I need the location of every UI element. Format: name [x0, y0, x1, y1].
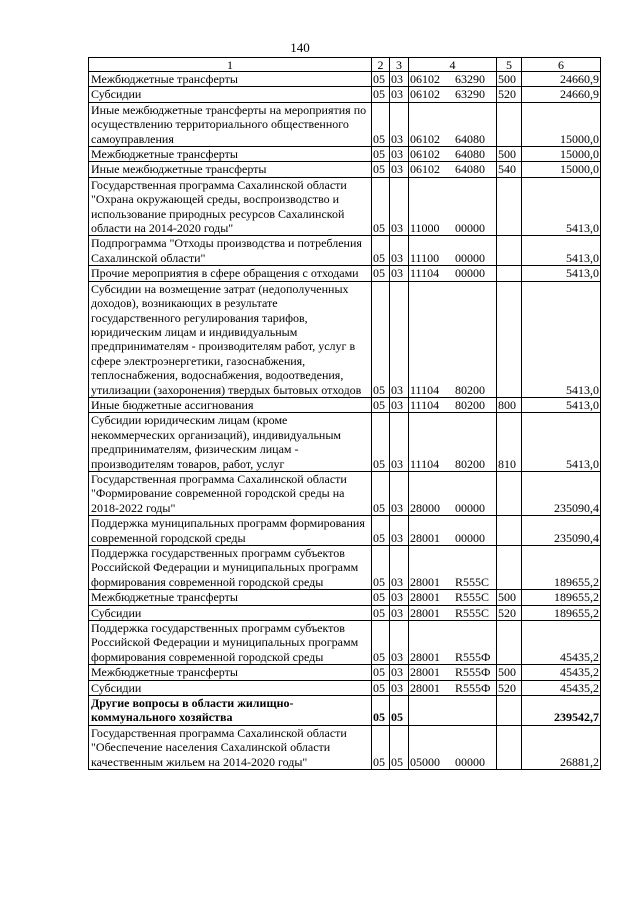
- table-row: [89, 696, 601, 726]
- row-amount-cell: 26881,2: [522, 725, 601, 769]
- row-section-cell: 05: [372, 177, 390, 236]
- target-article-program-code: 06102: [410, 87, 440, 102]
- row-amount-cell: 235090,4: [522, 516, 601, 546]
- row-name-cell: Межбюджетные трансферты: [89, 72, 372, 87]
- table-header-row: [89, 58, 601, 72]
- table-row: [89, 516, 601, 546]
- row-section-cell: 05: [372, 413, 390, 472]
- budget-table: [88, 57, 601, 770]
- row-subsection-cell: 03: [390, 177, 409, 236]
- page-number: 140: [290, 40, 310, 55]
- row-subsection-cell: 03: [390, 266, 409, 281]
- row-amount-cell: 5413,0: [522, 281, 601, 397]
- target-article-direction-code: 80200: [455, 397, 485, 412]
- row-target-article-cell: [409, 621, 497, 665]
- target-article-direction-code: R555Ф: [455, 649, 491, 664]
- table-row: [89, 590, 601, 605]
- target-article-direction-code: 80200: [455, 382, 485, 397]
- target-article-direction-code: R555C: [455, 590, 490, 605]
- row-expense-type-cell: 500: [497, 590, 522, 605]
- header-cell-expense-type: 5: [497, 58, 522, 72]
- row-section-cell: 05: [372, 516, 390, 546]
- row-target-article-cell: [409, 102, 497, 146]
- row-section-cell: 05: [372, 87, 390, 102]
- header-cell-amount: 6: [522, 58, 601, 72]
- row-subsection-cell: 03: [390, 680, 409, 695]
- target-article-direction-code: 00000: [455, 266, 485, 281]
- row-subsection-cell: 05: [390, 725, 409, 769]
- row-target-article-cell: [409, 665, 497, 680]
- target-article-program-code: 11104: [410, 266, 440, 281]
- row-target-article-cell: [409, 147, 497, 162]
- row-target-article-cell: [409, 177, 497, 236]
- row-expense-type-cell: [497, 546, 522, 590]
- row-name-cell: Государственная программа Сахалинской области "Формирование современной городской среды на 2018-2022 годы": [89, 471, 372, 515]
- row-expense-type-cell: [497, 281, 522, 397]
- row-name-cell: Межбюджетные трансферты: [89, 590, 372, 605]
- header-cell-name: 1: [89, 58, 372, 72]
- table-row: [89, 147, 601, 162]
- row-subsection-cell: 05: [390, 696, 409, 726]
- row-name-cell: Иные межбюджетные трансферты на мероприятия по осуществлению территориального общественного самоуправления: [89, 102, 372, 146]
- table-row: [89, 621, 601, 665]
- row-expense-type-cell: [497, 696, 522, 726]
- row-subsection-cell: 03: [390, 162, 409, 177]
- row-section-cell: 05: [372, 621, 390, 665]
- row-subsection-cell: 03: [390, 621, 409, 665]
- row-subsection-cell: 03: [390, 236, 409, 266]
- row-name-cell: Субсидии юридическим лицам (кроме некоммерческих организаций), индивидуальным предпринимателям, физическим лицам - производителям товаров, работ, услуг: [89, 413, 372, 472]
- target-article-program-code: 28001: [410, 590, 440, 605]
- row-name-cell: Межбюджетные трансферты: [89, 665, 372, 680]
- row-amount-cell: 235090,4: [522, 471, 601, 515]
- row-name-cell: Подпрограмма "Отходы производства и потребления Сахалинской области": [89, 236, 372, 266]
- row-name-cell: Субсидии: [89, 87, 372, 102]
- row-expense-type-cell: 520: [497, 680, 522, 695]
- table-row: [89, 236, 601, 266]
- target-article-program-code: 05000: [410, 754, 440, 769]
- row-amount-cell: 15000,0: [522, 102, 601, 146]
- target-article-program-code: 06102: [410, 131, 440, 146]
- target-article-program-code: 06102: [410, 72, 440, 86]
- budget-table-body: [89, 58, 601, 770]
- row-section-cell: 05: [372, 665, 390, 680]
- row-target-article-cell: [409, 397, 497, 412]
- row-name-cell: Прочие мероприятия в сфере обращения с отходами: [89, 266, 372, 281]
- row-expense-type-cell: [497, 102, 522, 146]
- row-target-article-cell: [409, 281, 497, 397]
- row-target-article-cell: [409, 87, 497, 102]
- row-amount-cell: 5413,0: [522, 236, 601, 266]
- row-target-article-cell: [409, 680, 497, 695]
- row-target-article-cell: [409, 266, 497, 281]
- target-article-direction-code: 00000: [455, 530, 485, 545]
- row-name-cell: Другие вопросы в области жилищно-коммунального хозяйства: [89, 696, 372, 726]
- row-name-cell: Субсидии на возмещение затрат (недополученных доходов), возникающих в результате государственного регулирования тарифов, юридическим лицам и индивидуальным предпринимателям - производителям работ, услуг в сфере электроэнергетики, газоснабжения, теплоснабжения, водоснабжения, водоотведения, утилизации (захоронения) твердых бытовых отходов: [89, 281, 372, 397]
- target-article-program-code: 11000: [410, 221, 440, 236]
- row-section-cell: 05: [372, 281, 390, 397]
- row-subsection-cell: 03: [390, 471, 409, 515]
- row-target-article-cell: [409, 471, 497, 515]
- row-section-cell: 05: [372, 605, 390, 620]
- target-article-program-code: 11104: [410, 397, 440, 412]
- row-expense-type-cell: [497, 471, 522, 515]
- row-name-cell: Государственная программа Сахалинской области "Обеспечение населения Сахалинской области качественным жильем на 2014-2020 годы": [89, 725, 372, 769]
- row-expense-type-cell: 800: [497, 397, 522, 412]
- target-article-program-code: 28000: [410, 500, 440, 515]
- target-article-program-code: 28001: [410, 574, 440, 589]
- target-article-direction-code: R555C: [455, 605, 490, 620]
- table-row: [89, 471, 601, 515]
- row-amount-cell: 239542,7: [522, 696, 601, 726]
- row-target-article-cell: [409, 546, 497, 590]
- row-name-cell: Субсидии: [89, 605, 372, 620]
- row-subsection-cell: 03: [390, 87, 409, 102]
- target-article-direction-code: 64080: [455, 131, 485, 146]
- row-name-cell: Поддержка муниципальных программ формирования современной городской среды: [89, 516, 372, 546]
- row-subsection-cell: 03: [390, 72, 409, 87]
- header-cell-section: 2: [372, 58, 390, 72]
- row-subsection-cell: 03: [390, 147, 409, 162]
- row-subsection-cell: 03: [390, 605, 409, 620]
- target-article-direction-code: 64080: [455, 147, 485, 162]
- row-expense-type-cell: [497, 621, 522, 665]
- row-amount-cell: 189655,2: [522, 605, 601, 620]
- row-subsection-cell: 03: [390, 516, 409, 546]
- row-expense-type-cell: 810: [497, 413, 522, 472]
- target-article-direction-code: 00000: [455, 500, 485, 515]
- row-name-cell: Иные бюджетные ассигнования: [89, 397, 372, 412]
- row-name-cell: Поддержка государственных программ субъектов Российской Федерации и муниципальных программ формирования современной городской среды: [89, 546, 372, 590]
- table-row: [89, 680, 601, 695]
- row-amount-cell: 5413,0: [522, 413, 601, 472]
- header-cell-target-article: 4: [409, 58, 497, 72]
- row-target-article-cell: [409, 413, 497, 472]
- table-row: [89, 665, 601, 680]
- row-amount-cell: 189655,2: [522, 546, 601, 590]
- row-subsection-cell: 03: [390, 413, 409, 472]
- target-article-direction-code: R555Ф: [455, 665, 491, 680]
- target-article-program-code: 11104: [410, 382, 440, 397]
- row-target-article-cell: [409, 162, 497, 177]
- row-section-cell: 05: [372, 147, 390, 162]
- row-expense-type-cell: [497, 177, 522, 236]
- table-row: [89, 281, 601, 397]
- target-article-direction-code: 00000: [455, 250, 485, 265]
- table-row: [89, 605, 601, 620]
- row-amount-cell: 45435,2: [522, 680, 601, 695]
- row-section-cell: 05: [372, 725, 390, 769]
- row-subsection-cell: 03: [390, 665, 409, 680]
- row-section-cell: 05: [372, 72, 390, 87]
- row-target-article-cell: [409, 72, 497, 87]
- target-article-program-code: 06102: [410, 162, 440, 177]
- row-target-article-cell: [409, 236, 497, 266]
- row-target-article-cell: [409, 696, 497, 726]
- row-section-cell: 05: [372, 546, 390, 590]
- row-section-cell: 05: [372, 102, 390, 146]
- row-expense-type-cell: [497, 516, 522, 546]
- target-article-program-code: 06102: [410, 147, 440, 162]
- row-expense-type-cell: [497, 266, 522, 281]
- row-name-cell: Поддержка государственных программ субъектов Российской Федерации и муниципальных программ формирования современной городской среды: [89, 621, 372, 665]
- target-article-program-code: 28001: [410, 680, 440, 695]
- target-article-direction-code: 00000: [455, 754, 485, 769]
- row-amount-cell: 45435,2: [522, 665, 601, 680]
- row-name-cell: Иные межбюджетные трансферты: [89, 162, 372, 177]
- table-row: [89, 266, 601, 281]
- target-article-direction-code: R555Ф: [455, 680, 491, 695]
- table-row: [89, 546, 601, 590]
- row-expense-type-cell: 500: [497, 665, 522, 680]
- row-amount-cell: 24660,9: [522, 72, 601, 87]
- target-article-direction-code: 80200: [455, 456, 485, 471]
- row-target-article-cell: [409, 605, 497, 620]
- row-expense-type-cell: 500: [497, 147, 522, 162]
- row-section-cell: 05: [372, 236, 390, 266]
- row-amount-cell: 15000,0: [522, 162, 601, 177]
- row-amount-cell: 5413,0: [522, 177, 601, 236]
- row-subsection-cell: 03: [390, 281, 409, 397]
- target-article-program-code: 11100: [410, 250, 440, 265]
- target-article-program-code: 28001: [410, 649, 440, 664]
- row-section-cell: 05: [372, 680, 390, 695]
- row-name-cell: Межбюджетные трансферты: [89, 147, 372, 162]
- row-subsection-cell: 03: [390, 546, 409, 590]
- row-section-cell: 05: [372, 590, 390, 605]
- row-name-cell: Государственная программа Сахалинской области "Охрана окружающей среды, воспроизводство и использование природных ресурсов Сахалинской области на 2014-2020 годы": [89, 177, 372, 236]
- row-amount-cell: 45435,2: [522, 621, 601, 665]
- row-section-cell: 05: [372, 266, 390, 281]
- table-row: [89, 162, 601, 177]
- header-cell-subsection: 3: [390, 58, 409, 72]
- row-expense-type-cell: [497, 236, 522, 266]
- row-section-cell: 05: [372, 471, 390, 515]
- row-subsection-cell: 03: [390, 590, 409, 605]
- target-article-program-code: 28001: [410, 530, 440, 545]
- row-amount-cell: 24660,9: [522, 87, 601, 102]
- row-target-article-cell: [409, 516, 497, 546]
- target-article-direction-code: 00000: [455, 221, 485, 236]
- row-expense-type-cell: 540: [497, 162, 522, 177]
- table-row: [89, 87, 601, 102]
- table-row: [89, 725, 601, 769]
- row-amount-cell: 189655,2: [522, 590, 601, 605]
- row-section-cell: 05: [372, 162, 390, 177]
- row-expense-type-cell: [497, 725, 522, 769]
- row-section-cell: 05: [372, 397, 390, 412]
- row-subsection-cell: 03: [390, 102, 409, 146]
- row-expense-type-cell: 520: [497, 605, 522, 620]
- target-article-direction-code: 64080: [455, 162, 485, 177]
- table-row: [89, 397, 601, 412]
- target-article-direction-code: R555C: [455, 574, 490, 589]
- row-target-article-cell: [409, 590, 497, 605]
- target-article-direction-code: 63290: [455, 87, 485, 102]
- row-amount-cell: 5413,0: [522, 266, 601, 281]
- target-article-program-code: 11104: [410, 456, 440, 471]
- row-amount-cell: 5413,0: [522, 397, 601, 412]
- table-row: [89, 102, 601, 146]
- row-section-cell: 05: [372, 696, 390, 726]
- table-row: [89, 72, 601, 87]
- table-row: [89, 177, 601, 236]
- row-target-article-cell: [409, 725, 497, 769]
- row-expense-type-cell: 500: [497, 72, 522, 87]
- row-subsection-cell: 03: [390, 397, 409, 412]
- target-article-program-code: 28001: [410, 605, 440, 620]
- table-row: [89, 413, 601, 472]
- row-amount-cell: 15000,0: [522, 147, 601, 162]
- target-article-program-code: 28001: [410, 665, 440, 680]
- row-name-cell: Субсидии: [89, 680, 372, 695]
- target-article-direction-code: 63290: [455, 72, 485, 86]
- row-expense-type-cell: 520: [497, 87, 522, 102]
